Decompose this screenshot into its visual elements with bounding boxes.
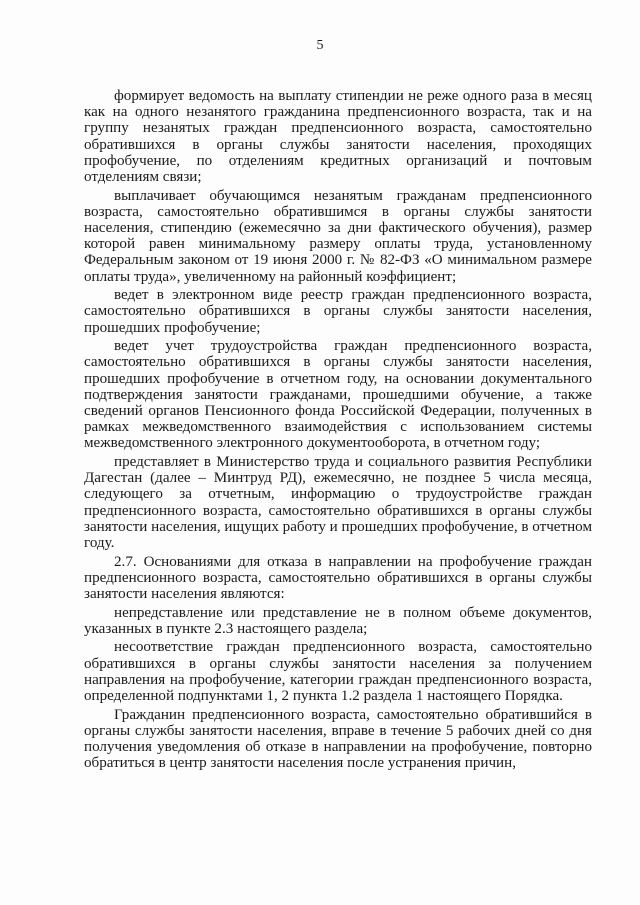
paragraph-repeat-application: Гражданин предпенсионного возраста, самостоятельно обратившийся в органы службы занятости населения, вправе в течение 5 рабочих дней со дня получения уведомления об отказе в направлении на профобучение, повторно обратиться в центр занятости населения после устранения причин, <box>84 706 592 772</box>
paragraph-section-2-7: 2.7. Основаниями для отказа в направлении на профобучение граждан предпенсионного возраста, самостоятельно обратившихся в органы службы занятости населения являются: <box>84 553 592 603</box>
paragraph-refusal-reason-documents: непредставление или представление не в полном объеме документов, указанных в пункте 2.3 настоящего раздела; <box>84 604 592 637</box>
paragraph-employment-tracking: ведет учет трудоустройства граждан предпенсионного возраста, самостоятельно обратившихся в органы службы занятости населения, прошедших профобучение в отчетном году, на основании документального подтверждения занятости гражданами, прошедшими обучение, а также сведений органов Пенсионного фонда Российской Федерации, полученных в рамках межведомственного взаимодействия с использованием системы межведомственного электронного документооборота, в отчетном году; <box>84 338 592 452</box>
paragraph-ministry-report: представляет в Министерство труда и социального развития Республики Дагестан (далее – Минтруд РД), ежемесячно, не позднее 5 числа месяца, следующего за отчетным, информацию о трудоустройстве граждан предпенсионного возраста, самостоятельно обратившихся в органы службы занятости населения, ищущих работу и прошедших профобучение, в отчетном году. <box>84 454 592 552</box>
paragraph-electronic-registry: ведет в электронном виде реестр граждан предпенсионного возраста, самостоятельно обратившихся в органы службы занятости населения, прошедших профобучение; <box>84 287 592 336</box>
paragraph-stipend-payment: выплачивает обучающимся незанятым гражданам предпенсионного возраста, самостоятельно обратившимся в органы службы занятости населения, стипендию (ежемесячно за дни фактического обучения), размер которой равен минимальному размеру оплаты труда, установленному Федеральным законом от 19 июня 2000 г. № 82-ФЗ «О минимальном размере оплаты труда», увеличенному на районный коэффициент; <box>84 187 592 285</box>
paragraph-statement-formation: формирует ведомость на выплату стипендии не реже одного раза в месяц как на одного незанятого гражданина предпенсионного возраста, так и на группу незанятых граждан предпенсионного возраста, самостоятельно обратившихся в органы службы занятости населения, проходящих профобучение, по отделениям кредитных организаций и почтовым отделениям связи; <box>84 88 592 186</box>
document-body <box>84 88 592 774</box>
page-number: 5 <box>316 38 324 53</box>
paragraph-refusal-reason-category: несоответствие граждан предпенсионного возраста, самостоятельно обратившихся в органы службы занятости населения за получением направления на профобучение, категории граждан предпенсионного возраста, определенной подпунктами 1, 2 пункта 1.2 раздела 1 настоящего Порядка. <box>84 639 592 705</box>
